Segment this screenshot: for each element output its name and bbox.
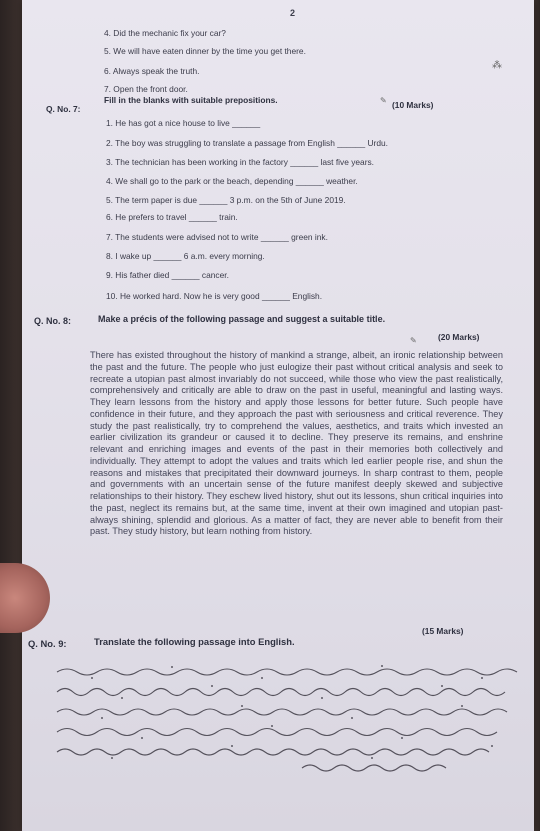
pen-mark: ✎ [380,96,387,105]
q7-item: 5. The term paper is due ______ 3 p.m. on the 5th of June 2019. [106,195,346,205]
q7-item: 1. He has got a nice house to live ______ [106,118,261,128]
q7-marks: (10 Marks) [392,100,434,110]
q7-item: 6. He prefers to travel ______ train. [106,212,238,222]
q8-title: Make a précis of the following passage and suggest a suitable title. [98,314,386,324]
q7-item: 3. The technician has been working in the factory ______ last five years. [106,157,375,167]
prev-item: 4. Did the mechanic fix your car? [104,28,226,38]
q9-title: Translate the following passage into English. [94,636,295,647]
q7-item: 10. He worked hard. Now he is very good ______ English. [106,291,323,301]
pen-mark: ⁂ [492,60,502,71]
q7-item: 2. The boy was struggling to translate a passage from English ______ Urdu. [106,138,388,148]
q7-item: 9. His father died ______ cancer. [106,270,229,280]
precis-passage: There has existed throughout the history of mankind a strange, albeit, an ironic relationship between the past and the future. The people who just eulogize their past without critical analysis and seek to recreate a utopian past almost invariably do not succeed, while those who view the past realistically, comprehensively and critically are able to draw on the past in useful, meaningful and lasting ways. They learn lessons from the history and apply those lessons for better future. Such people have confidence in their future, and they approach the past with seriousness and critical reverence. They study the past realistically, try to comprehend the values, aesthetics, and traits which invested an earlier civilization its grandeur or caused it to decline. They preserve its remains, and enshrine relevant and enriching images and events of the past in their memories both collectively and individually. They attempt to adopt the values and traits which led earlier people rise, and shun the reasons and mistakes that precipitated their downward journeys. In sharp contrast to them, people and governments with an uncertain sense of the future manifest deeply skewed and subjective relationships to their history. They eschew lived history, shut out its lessons, shun critical inquiries into the past, neglect its remains but, at the same time, invent at their own imagined and utopian past-always shining, splendid and glorious. As a matter of fact, they are never able to benefit from their past. They study history, but learn nothing from history. [90,350,503,537]
q7-item: 8. I wake up ______ 6 a.m. every morning. [106,251,265,261]
q8-marks: (20 Marks) [438,332,480,342]
prev-item: 6. Always speak the truth. [104,66,200,76]
q9-label: Q. No. 9: [28,638,67,649]
q7-label: Q. No. 7: [46,104,81,114]
q7-title: Fill in the blanks with suitable prepositions. [104,95,278,105]
q7-item: 7. The students were advised not to write ______ green ink. [106,232,328,242]
pen-mark: ✎ [410,336,417,345]
page-number: 2 [290,8,296,18]
q9-marks: (15 Marks) [422,626,464,636]
urdu-passage-image [52,664,522,774]
q8-label: Q. No. 8: [34,316,72,326]
prev-item: 7. Open the front door. [104,84,188,94]
exam-paper [22,0,534,831]
prev-item: 5. We will have eaten dinner by the time you get there. [104,46,306,56]
q7-item: 4. We shall go to the park or the beach, depending ______ weather. [106,176,358,186]
